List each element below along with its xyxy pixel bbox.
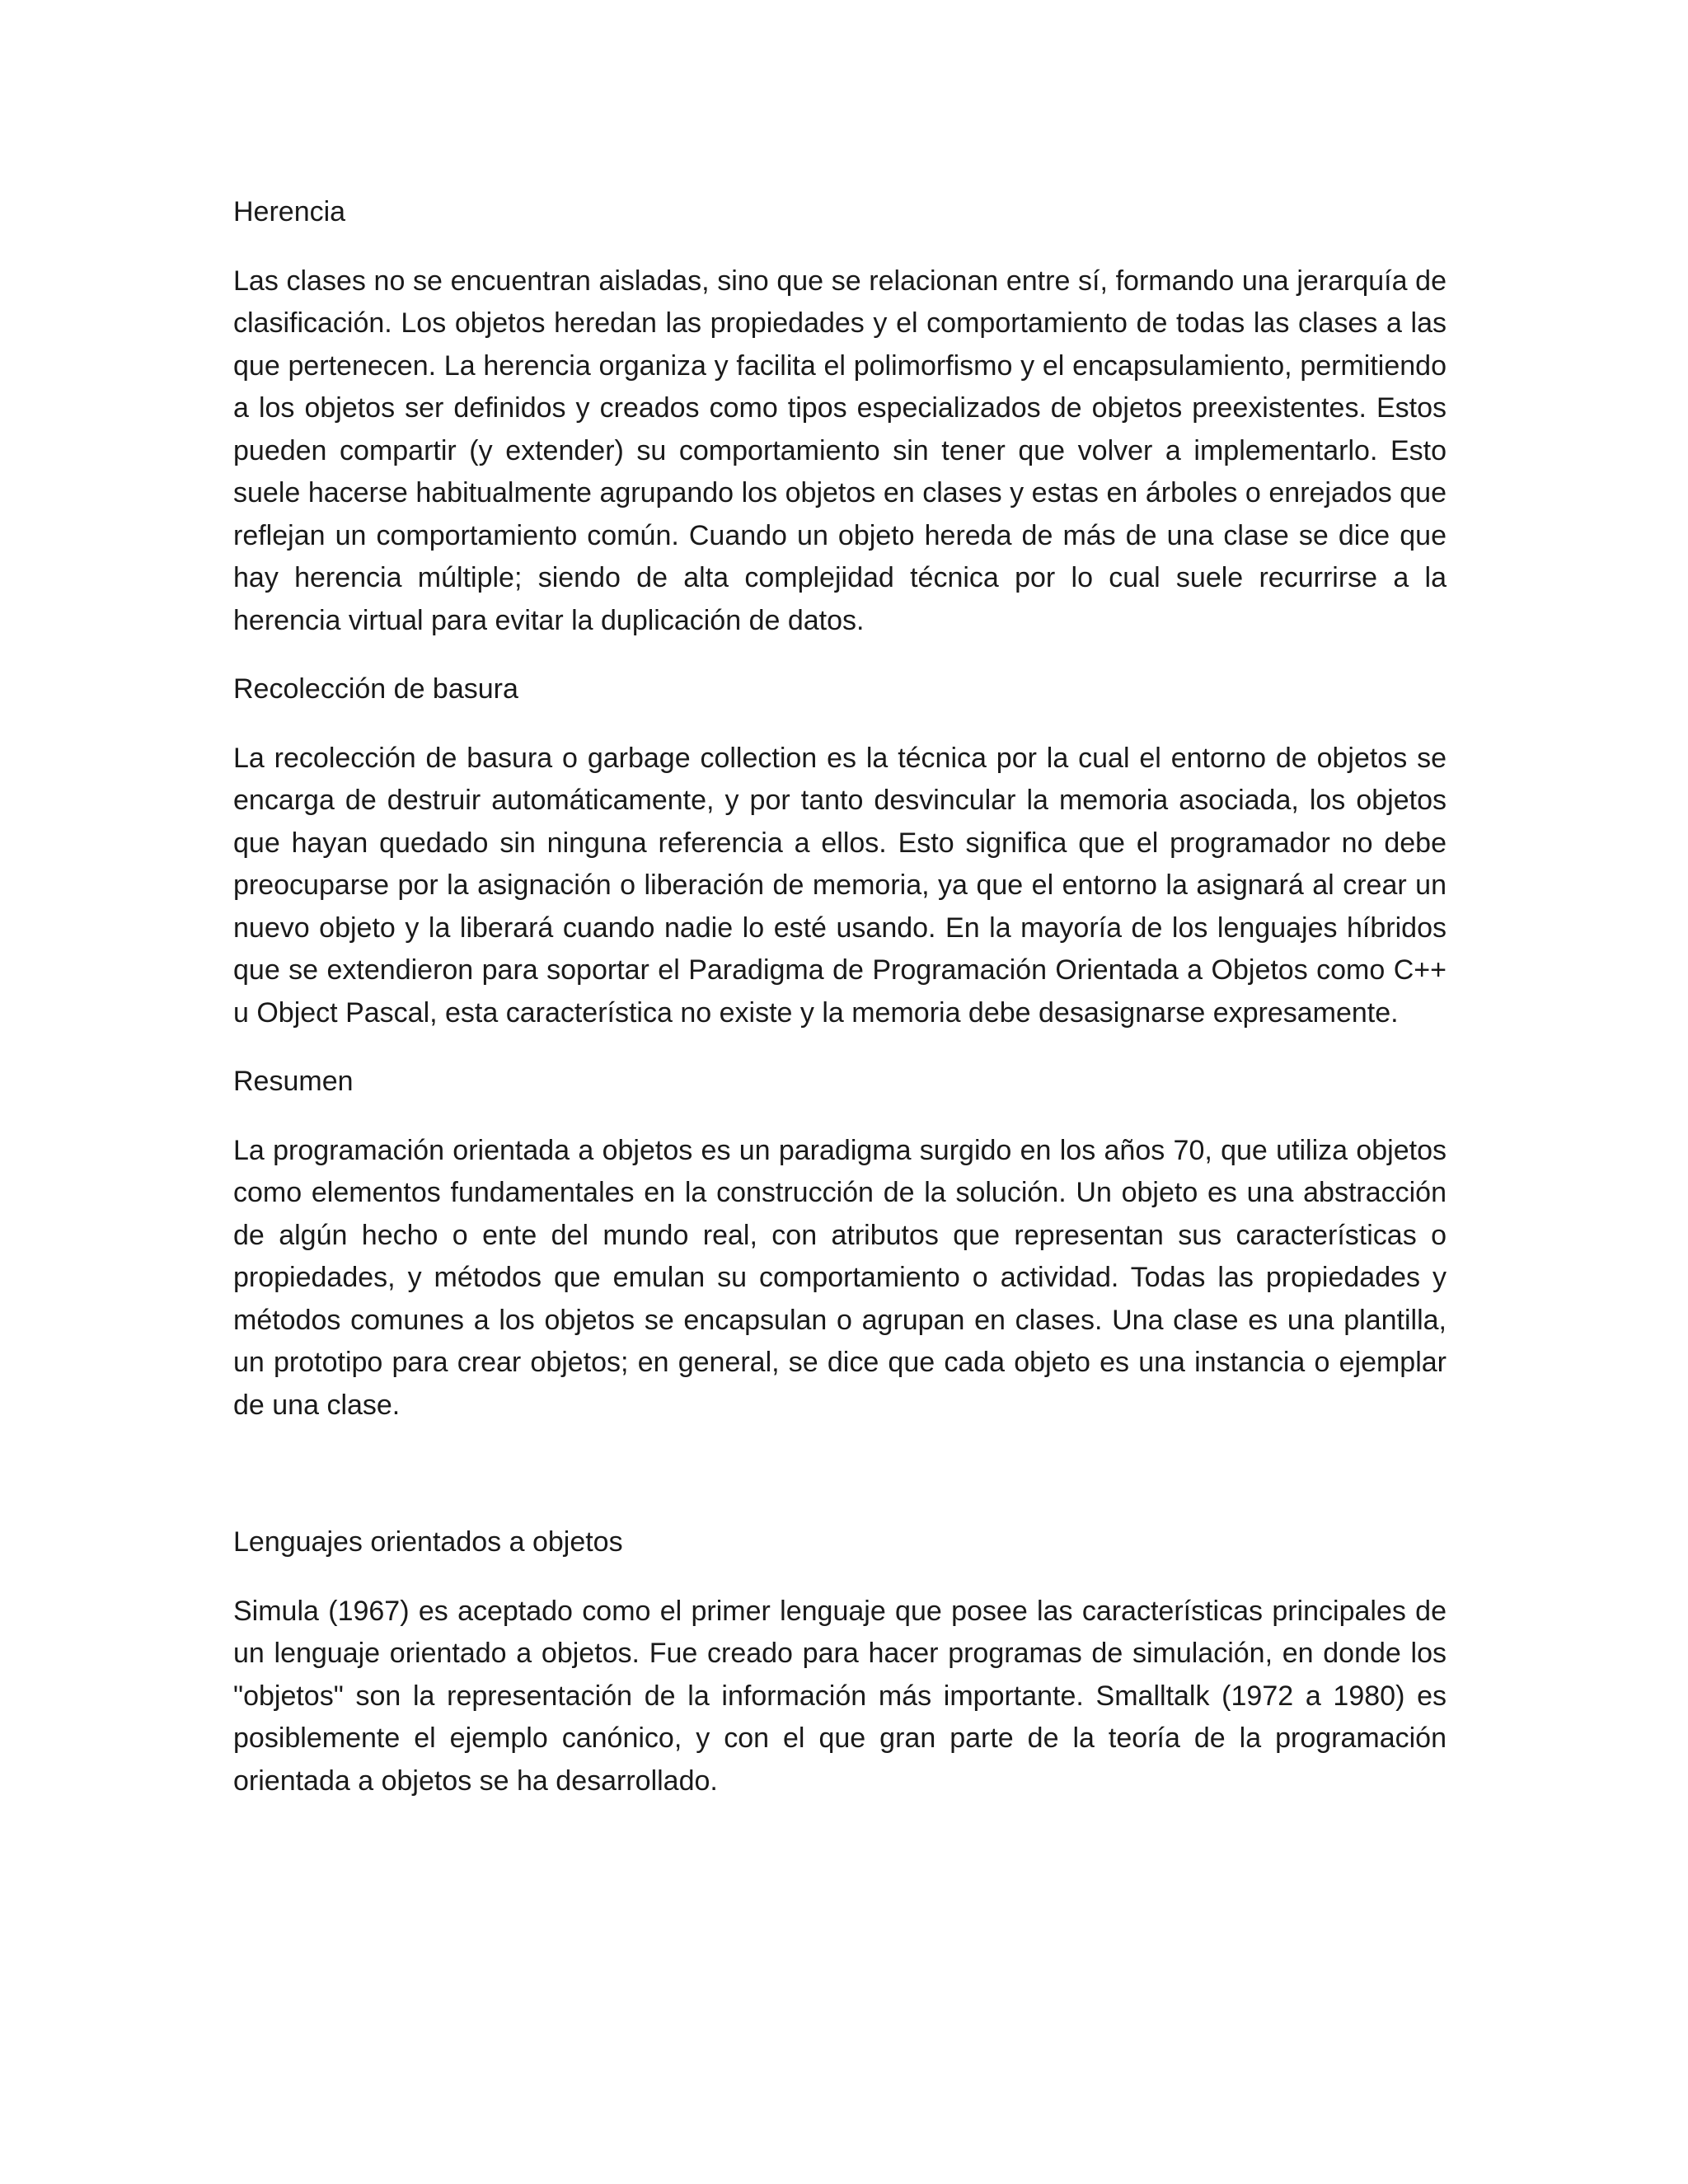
section-heading: Herencia	[233, 196, 346, 227]
section-lenguajes-orientados-a-objetos	[233, 1521, 1447, 1802]
section-paragraph: La recolección de basura o garbage collection es la técnica por la cual el entorno de objetos se encarga de destruir automáticamente, y por tanto desvincular la memoria asociada, los objetos que hayan quedado sin ninguna referencia a ellos. Esto significa que el programador no debe preocuparse por la asignación o liberación de memoria, ya que el entorno la asignará al crear un nuevo objeto y la liberará cuando nadie lo esté usando. En la mayoría de los lenguajes híbridos que se extendieron para soportar el Paradigma de Programación Orientada a Objetos como C++ u Object Pascal, esta característica no existe y la memoria debe desasignarse expresamente.	[233, 742, 1447, 1029]
section-heading: Recolección de basura	[233, 673, 518, 705]
section-recoleccion-de-basura	[233, 668, 1447, 1034]
section-paragraph: Las clases no se encuentran aisladas, sino que se relacionan entre sí, formando una jerarquía de clasificación. Los objetos heredan las propiedades y el comportamiento de todas las clases a las que pertenecen. La herencia organiza y facilita el polimorfismo y el encapsulamiento, permitiendo a los objetos ser definidos y creados como tipos especializados de objetos preexistentes. Estos pueden compartir (y extender) su comportamiento sin tener que volver a implementarlo. Esto suele hacerse habitualmente agrupando los objetos en clases y estas en árboles o enrejados que reflejan un comportamiento común. Cuando un objeto hereda de más de una clase se dice que hay herencia múltiple; siendo de alta complejidad técnica por lo cual suele recurrirse a la herencia virtual para evitar la duplicación de datos.	[233, 265, 1447, 636]
section-paragraph: La programación orientada a objetos es un paradigma surgido en los años 70, que utiliza objetos como elementos fundamentales en la construcción de la solución. Un objeto es una abstracción de algún hecho o ente del mundo real, con atributos que representan sus características o propiedades, y métodos que emulan su comportamiento o actividad. Todas las propiedades y métodos comunes a los objetos se encapsulan o agrupan en clases. Una clase es una plantilla, un prototipo para crear objetos; en general, se dice que cada objeto es una instancia o ejemplar de una clase.	[233, 1134, 1447, 1421]
section-resumen	[233, 1061, 1447, 1427]
document-page	[233, 191, 1447, 1829]
section-heading: Resumen	[233, 1066, 354, 1097]
section-herencia	[233, 191, 1447, 642]
section-heading: Lenguajes orientados a objetos	[233, 1526, 623, 1558]
section-paragraph: Simula (1967) es aceptado como el primer lenguaje que posee las características principales de un lenguaje orientado a objetos. Fue creado para hacer programas de simulación, en donde los "objetos" son la representación de la información más importante. Smalltalk (1972 a 1980) es posiblemente el ejemplo canónico, y con el que gran parte de la teoría de la programación orientada a objetos se ha desarrollado.	[233, 1595, 1447, 1797]
blank-line-spacer	[233, 1453, 1447, 1521]
